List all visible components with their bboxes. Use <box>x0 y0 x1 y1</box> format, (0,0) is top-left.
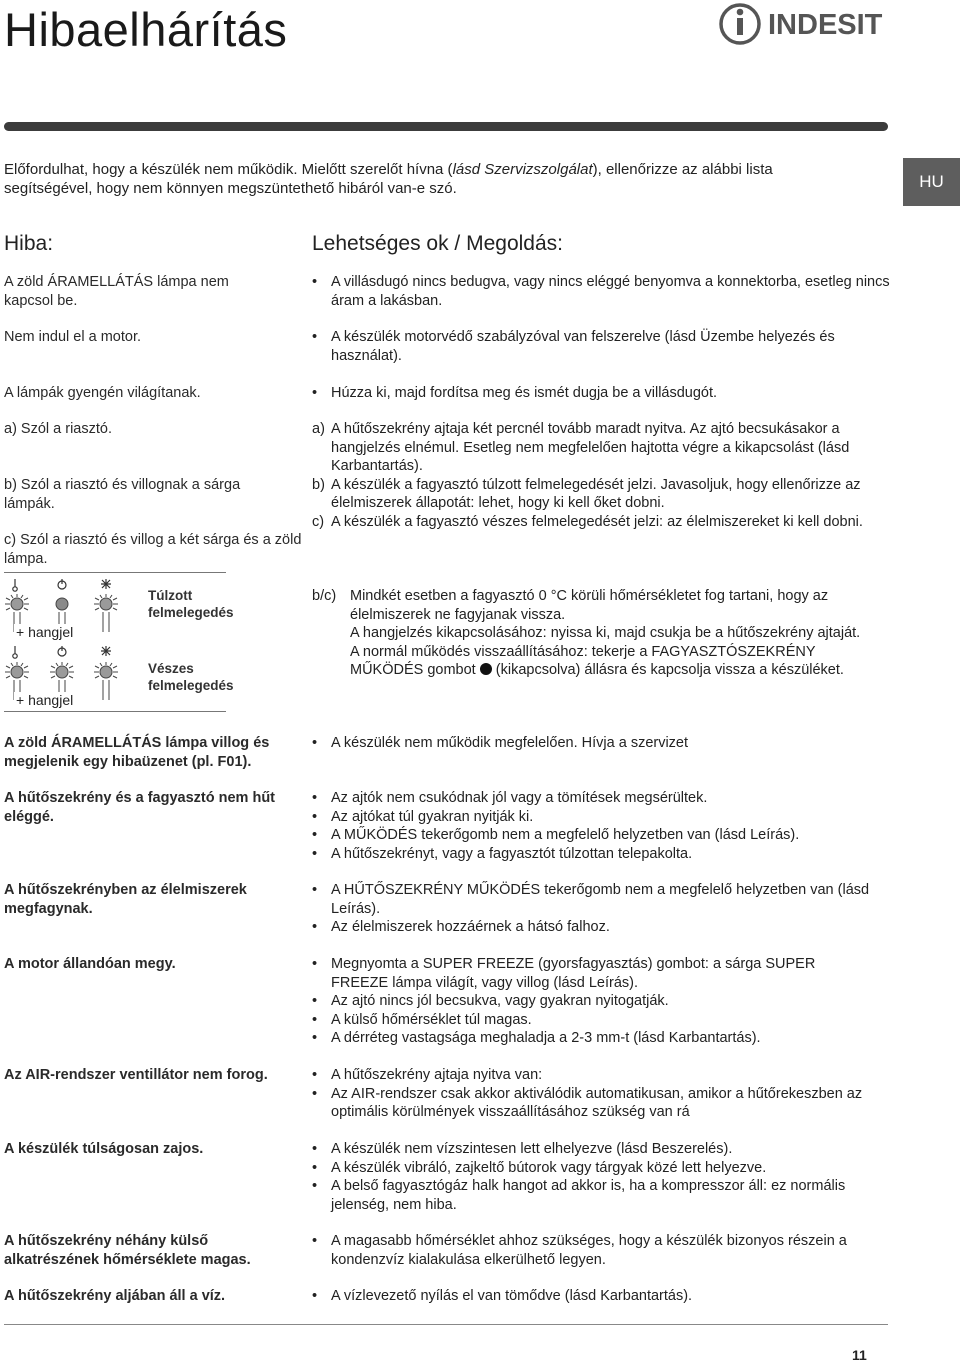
list-item <box>312 513 892 532</box>
problem-power-blink: A zöld ÁRAMELLÁTÁS lámpa villog és megjelenik egy hibaüzenet (pl. F01). <box>4 735 270 770</box>
list-item: • A készülék nem vízszintesen lett elhelyezve (lásd Beszerelés). <box>312 1140 887 1159</box>
solution-hot-parts <box>312 1232 887 1269</box>
list-item: • A MŰKÖDÉS tekerőgomb nem a megfelelő helyzetben van (lásd Leírás). <box>312 826 892 845</box>
list-item <box>312 420 892 476</box>
list-item: • A külső hőmérséklet túl magas. <box>312 1011 872 1030</box>
solution-water <box>312 1287 892 1306</box>
solution-food-freezes <box>312 881 872 937</box>
solution-air-fan <box>312 1066 887 1122</box>
problem-alarm-c: c) Szól a riasztó és villog a két sárga és a zöld lámpa. <box>4 532 302 567</box>
footer-rule <box>4 1324 888 1325</box>
sound-label-1: + hangjel <box>16 624 74 640</box>
list-item: • A belső fagyasztógáz halk hangot ad akkor is, ha a kompresszor áll: ez normális jelenség, nem hiba. <box>312 1177 887 1214</box>
list-item: • A készülék nem működik megfelelően. Hívja a szervizet <box>312 734 892 753</box>
solution-not-cooling <box>312 789 892 863</box>
list-item: • A hűtőszekrényt, vagy a fagyasztót túlzottan telepakolta. <box>312 845 892 864</box>
page-number: 11 <box>852 1347 867 1363</box>
list-item <box>312 624 862 680</box>
language-tab: HU <box>903 158 960 206</box>
list-item: • A villásdugó nincs bedugva, vagy nincs eléggé benyomva a konnektorba, esetleg nincs áram a lakásban. <box>312 273 892 310</box>
problem-motor: Nem indul el a motor. <box>4 329 142 345</box>
sound-label-2: + hangjel <box>16 692 74 708</box>
list-item: • A vízlevezető nyílás el van tömődve (lásd Karbantartás). <box>312 1287 892 1306</box>
solution-motor <box>312 328 892 365</box>
problem-alarm-a: a) Szól a riasztó. <box>4 421 112 437</box>
brand-text: INDESIT <box>768 9 883 41</box>
intro-part: ), ellenőrizze az alábbi lista segítségével, hogy nem könnyen megszüntethető hibáról van-e szó. <box>4 161 773 197</box>
list-item: • Az AIR-rendszer csak akkor aktiválódik automatikusan, amikor a hűtőrekeszben az optimális körülmények visszaállításához szükség van rá <box>312 1085 887 1122</box>
list-item: • Az ajtókat túl gyakran nyitják ki. <box>312 808 892 827</box>
list-item: • Az élelmiszerek hozzáérnek a hátsó falhoz. <box>312 918 872 937</box>
snowflake-icon <box>101 579 111 589</box>
item-key: b/c) <box>312 588 337 604</box>
divider <box>4 711 226 712</box>
intro-text <box>4 160 864 198</box>
problem-hot-parts: A hűtőszekrény néhány külső alkatrészének hőmérséklete magas. <box>4 1233 251 1268</box>
intro-part: Előfordulhat, hogy a készülék nem működik. Mielőtt szerelőt hívna ( <box>4 161 453 178</box>
list-item: • A magasabb hőmérséklet ahhoz szükséges, hogy a készülék bizonyos részein a kondenzvíz kialakulása elkerülhető legyen. <box>312 1232 887 1269</box>
problem-water: A hűtőszekrény aljában áll a víz. <box>4 1288 226 1304</box>
item-text: A hangjelzés kikapcsolásához: nyissa ki, majd csukja be a hűtőszekrény ajtaját. A normál működés visszaállításához: tekerje a FAGYASZTÓSZEKRÉNY MŰKÖDÉS gombot <box>350 625 861 678</box>
item-text: A készülék a fagyasztó túlzott felmelegedését jelzi. Javasoljuk, hogy ellenőrizze az élelmiszerek állapotát: lehet, hogy ki kell őket dobni. <box>331 476 861 511</box>
intro-italic: lásd Szervizszolgálat <box>452 161 593 178</box>
list-item <box>312 476 892 513</box>
item-text: A készülék a fagyasztó vészes felmelegedését jelzi: az élelmiszereket ki kell dobni. <box>331 513 863 530</box>
indesit-logo-icon <box>718 0 888 48</box>
item-text: (kikapcsolva) állásra és kapcsolja vissza a készüléket. <box>495 662 844 678</box>
list-item: • A készülék vibráló, zajkeltő bútorok vagy tárgyak közé lett helyezve. <box>312 1159 887 1178</box>
solution-power-lamp <box>312 273 892 310</box>
divider <box>4 572 226 573</box>
page-title: Hibaelhárítás <box>4 3 288 56</box>
item-text: A hűtőszekrény ajtaja két percnél tovább maradt nyitva. Az ajtó becsukásakor a hangjelzés elnémul. Esetleg nem megfelelően hajtotta végre a kikapcsolást (lásd Karbantartás). <box>331 421 850 474</box>
list-item: • Az ajtók nem csukódnak jól vagy a tömítések megsérültek. <box>312 789 892 808</box>
list-item: • A hűtőszekrény ajtaja nyitva van: <box>312 1066 887 1085</box>
list-item: • Az ajtó nincs jól becsukva, vagy gyakran nyitogatják. <box>312 992 872 1011</box>
problem-power-lamp: A zöld ÁRAMELLÁTÁS lámpa nem kapcsol be. <box>4 274 229 309</box>
item-key: b) <box>312 476 325 493</box>
problem-not-cooling: A hűtőszekrény és a fagyasztó nem hűt eléggé. <box>4 790 276 825</box>
warning-label-excess: Túlzott felmelegedés <box>148 588 234 620</box>
problem-noisy: A készülék túlságosan zajos. <box>4 1141 204 1157</box>
list-item: • Megnyomta a SUPER FREEZE (gyorsfagyasztás) gombot: a sárga SUPER FREEZE lámpa világít, vagy villog (lásd Leírás). <box>312 955 872 992</box>
problem-food-freezes: A hűtőszekrényben az élelmiszerek megfagynak. <box>4 882 247 917</box>
list-item: • Húzza ki, majd fordítsa meg és ismét dugja be a villásdugót. <box>312 384 892 403</box>
list-item: • A HŰTŐSZEKRÉNY MŰKÖDÉS tekerőgomb nem a megfelelő helyzetben van (lásd Leírás). <box>312 881 872 918</box>
column-header-problem: Hiba: <box>4 232 54 255</box>
solution-motor-runs <box>312 955 872 1048</box>
problem-motor-runs: A motor állandóan megy. <box>4 956 176 972</box>
problem-lamps: A lámpák gyengén világítanak. <box>4 385 201 401</box>
solution-noisy <box>312 1140 887 1214</box>
list-item: • A dérréteg vastagsága meghaladja a 2-3 mm-t (lásd Karbantartás). <box>312 1029 872 1048</box>
list-item <box>312 587 862 624</box>
item-key: a) <box>312 421 325 437</box>
column-header-solution: Lehetséges ok / Megoldás: <box>312 232 563 255</box>
problem-alarm-b: b) Szól a riasztó és villognak a sárga lámpák. <box>4 477 241 512</box>
brand-logo <box>718 0 888 48</box>
off-position-icon <box>480 663 492 675</box>
header-rule <box>4 122 888 131</box>
solution-alarm-bc <box>312 587 862 680</box>
item-key: c) <box>312 513 325 530</box>
warning-label-severe: Vészes felmelegedés <box>148 661 234 693</box>
item-text: Mindkét esetben a fagyasztó 0 °C körüli hőmérsékletet fog tartani, hogy az élelmiszerek ne fagyjanak vissza. <box>350 588 829 623</box>
solution-alarm <box>312 420 892 531</box>
list-item: • A készülék motorvédő szabályzóval van felszerelve (lásd Üzembe helyezés és használat). <box>312 328 892 365</box>
solution-lamps <box>312 384 892 403</box>
solution-power-blink <box>312 734 892 753</box>
problem-air-fan: Az AIR-rendszer ventillátor nem forog. <box>4 1067 268 1083</box>
